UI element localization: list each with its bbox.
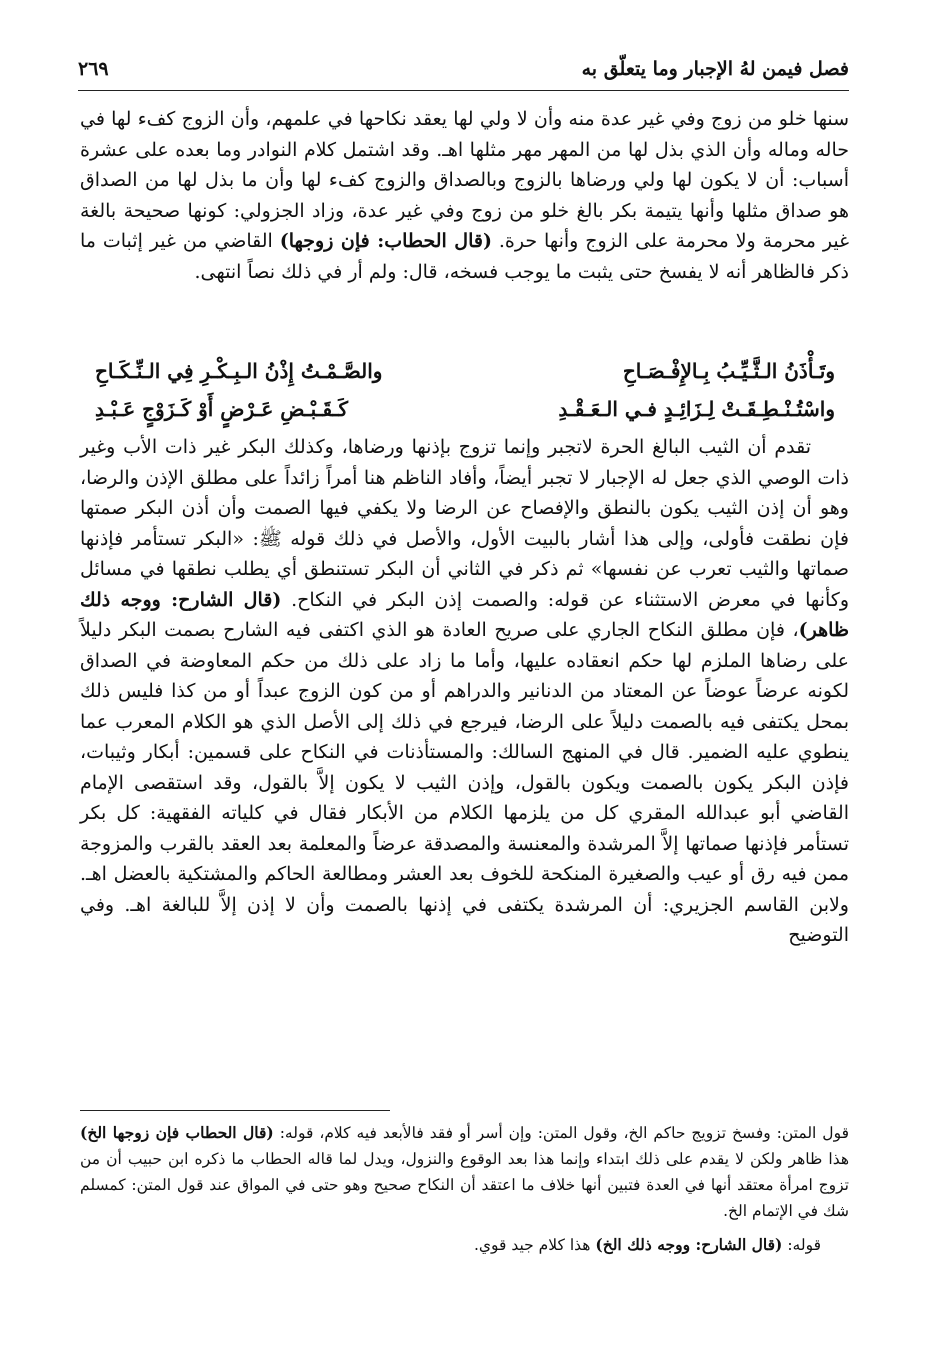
verse-hemistich-left: والصَّـمْـتُ إِذْنُ الـبِـكْـرِ فِي الـنِّـكَـاحِ [95,359,383,383]
body-paragraph-2 [80,432,849,951]
verse-line-1 [95,352,835,390]
footnote-divider [80,1110,390,1111]
text-run: تقدم أن الثيب البالغ الحرة لاتجبر وإنما تزوج بإذنها ورضاها، وكذلك البكر غير ذات الأب وغير ذات الوصي الذي جعل له الإجبار لا تجبر أيضاً، وأفاد الناظم هنا أمراً زائداً على مطلق الإذن والرضا، وهو أن إذن الثيب يكون بالنطق والإفصاح عن الرضا ولا يكفي فيها الصمت وأن أذن البكر صمتها فإن نطقت فأولى، وإلى هذا أشار بالبيت الأول، والأصل في ذلك قوله ﷺ: «البكر تستأمر فإذنها صماتها والثيب تعرب عن نفسها» ثم ذكر في الثاني أن البكر تستنطق أي يطلب نطقها في مسائل وكأنها في معرض الاستثناء عن قوله: والصمت إذن البكر في النكاح. [80,436,849,611]
poem-verses [95,352,835,428]
verse-hemistich-right: وتَـأْذَنُ الـثَّـيِّـبُ بِـالإِفْـصَـاحِ [622,359,835,383]
body-paragraph-1 [80,104,849,287]
verse-line-2 [95,390,835,428]
paragraph [80,432,849,951]
bold-quote: (قال الحطاب فإن زوجها الخ) [80,1123,274,1142]
footnote-2 [80,1232,849,1258]
verse-hemistich-left: كَـقَـبْـضِ عَـرْضٍ أَوْ كَـزَوْجٍ عَـبْـدِ [95,397,348,421]
verse-hemistich-right: واسْتُـنْـطِـقَـتْ لِـزَائِـدٍ فـي الـعَـقْـدِ [558,397,835,421]
text-run: قوله: [782,1236,821,1254]
text-run: هذا كلام جيد قوي. [473,1236,596,1254]
footnote-1 [80,1120,849,1224]
bold-quote: (قال الحطاب: فإن زوجها) [279,230,492,252]
text-run: هذا ظاهر ولكن لا يقدم على ذلك ابتداء وإنما هذا بعد الوقوع والنزول، ويدل لما قاله الحطاب ما ذكره ابن حبيب أن من تزوج امرأة معتقد أنها في العدة فتبين أنها خلاف ما اعتقد أن النكاح صحيح وهو حتى في المواق عند قول المتن: كمسلم شك في الإتمام الخ. [80,1150,849,1220]
bold-quote: (قال الشارح: ووجه ذلك الخ) [595,1235,783,1254]
running-header [78,56,849,91]
text-run: ، فإن مطلق النكاح الجاري على صريح العادة هو الذي اكتفى فيه الشارح بصمت البكر دليلاً على رضاها الملزم لها حكم انعقاده عليها، وأما ما زاد على ذلك من حكم المعاوضة في الصداق لكونه عرضاً عوضاً عن المعتاد من الدنانير والدراهم أو من كون الزوج عبداً أو من كذا فليس ذلك بمحل يكتفى فيه بالصمت دليلاً على الرضا، فيرجع في ذلك إلى الأصل الذي هو الكلام المعرب عما ينطوي عليه الضمير. قال في المنهج السالك: والمستأذنات في النكاح على قسمين: أبكار وثيبات، فإذن البكر يكون بالصمت ويكون بالقول، وإذن الثيب لا يكون إلاَّ بالقول، وقد استقصى الإمام القاضي أبو عبدالله المقري كل من يلزمها الكلام من الأبكار فقال في كلياته الفقهية: كل بكر تستأمر فإذنها صماتها إلاَّ المرشدة والمعنسة والمصدقة عرضاً والمعلمة بعد العقد بالقرب والمزوجة ممن فيه رق أو عيب والصغيرة المنكحة للخوف بعد العشر ومطالعة الحاكم والمشتكية بالعضل اهـ. ولابن القاسم الجزيري: أن المرشدة يكتفى في إذنها بالصمت وأن لا إذن إلاَّ للبالغة اهـ. وفي التوضيح [80,619,849,946]
paragraph [80,104,849,287]
bold-quote: (قال الشارح: ووجه ذلك ظاهر) [80,588,849,641]
text-run: القاضي من غير إثبات ما ذكر فالظاهر أنه لا يفسخ حتى يثبت ما يوجب فسخه، قال: ولم أر في ذلك نصاً انتهى. [80,230,849,283]
page-number: ٢٦٩ [78,58,109,80]
footnotes [80,1120,849,1258]
text-run: سنها خلو من زوج وفي غير عدة منه وأن لا ولي لها يعقد نكاحها في علمهم، وأن الزوج كفء لها في حاله وماله وأن الذي بذل لها من المهر مهر مثلها اهـ. وقد اشتمل كلام النوادر وما بعده على عشرة أسباب: أن لا يكون لها ولي ورضاها بالزوج وبالصداق والزوج كفء لها وأن ما بذل لها من الصداق هو صداق مثلها وأنها يتيمة بكر بالغ خلو من زوج وفي غير عدة، وزاد الجزولي: كونها صحيحة بالغة غير محرمة ولا محرمة على الزوج وأنها حرة. [80,108,850,252]
text-run: قول المتن: وفسخ تزويج حاكم الخ، وقول المتن: وإن أسر أو فقد فالأبعد فيه كلام، قوله: [273,1124,849,1142]
chapter-title: فصل فيمن لهُ الإجبار وما يتعلّق به [581,58,849,80]
